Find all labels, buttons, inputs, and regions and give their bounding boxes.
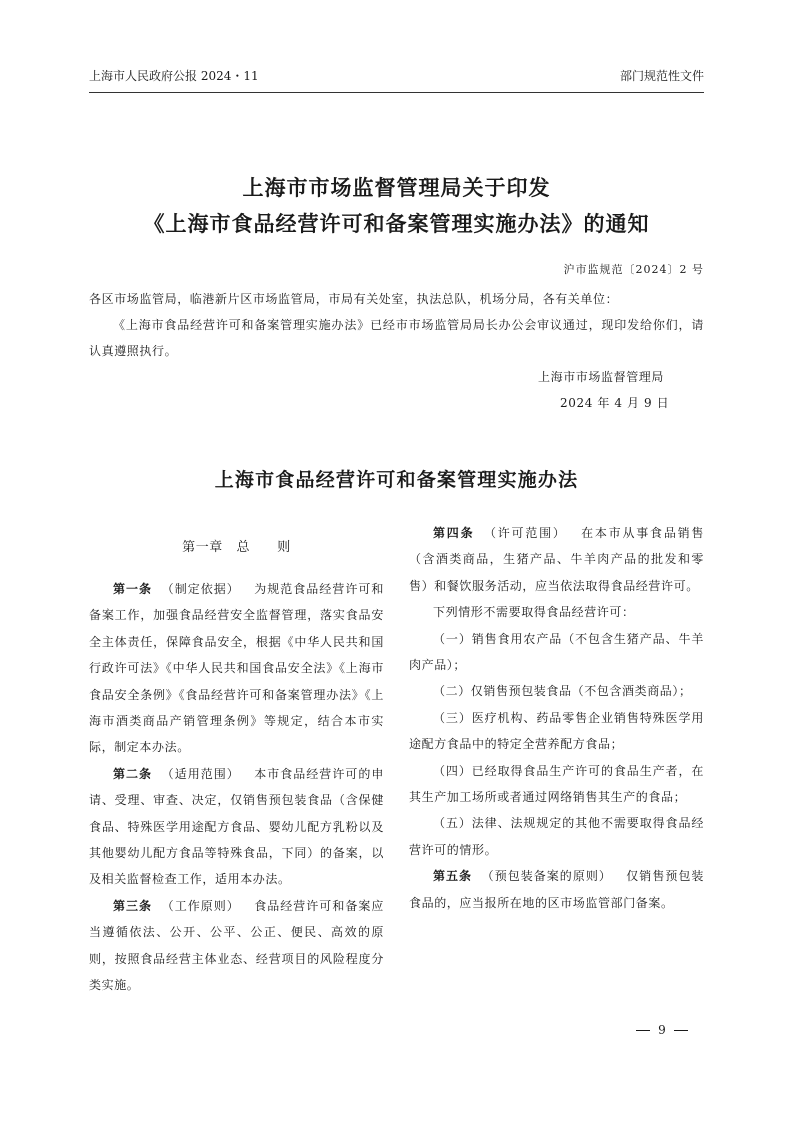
article-label: 第五条 <box>433 869 473 884</box>
article-text: 为规范食品经营许可和备案工作，加强食品经营安全监督管理，落实食品安全主体责任，保障食品安全，根据《中华人民共和国行政许可法》《中华人民共和国食品安全法》《上海市食品安全条例》《食品经营许可和备案管理办法》《上海市酒类商品产销管理条例》等规定，结合本市实际，制定本办法。 <box>89 582 384 755</box>
notice-title <box>89 170 704 242</box>
article-text: 在本市从事食品销售（含酒类商品，生猪产品、牛羊肉产品的批发和零售）和餐饮服务活动，应当依法取得食品经营许可。 <box>409 526 704 593</box>
article-text: 食品经营许可和备案应当遵循依法、公开、公平、公正、便民、高效的原则，按照食品经营主体业态、经营项目的风险程度分类实施。 <box>89 898 384 993</box>
page-dash-left <box>636 1030 650 1031</box>
article-topic: （工作原则） <box>161 898 240 913</box>
page-dash-right <box>674 1030 688 1031</box>
right-column <box>409 520 704 916</box>
document-category: 部门规范性文件 <box>619 69 704 83</box>
article-label: 第二条 <box>113 766 153 781</box>
article-topic: （许可范围） <box>483 526 567 540</box>
article-5 <box>409 863 704 916</box>
article-topic: （预包装备案的原则） <box>481 869 612 884</box>
chapter-heading: 第一章 总 则 <box>182 540 291 555</box>
exemption-item-2: （二）仅销售预包装食品（不包含酒类商品）； <box>433 684 692 699</box>
notice-title-line-2: 《上海市食品经营许可和备案管理实施办法》的通知 <box>143 212 650 236</box>
page-number <box>620 1020 704 1040</box>
exemption-item-3: （三）医疗机构、药品零售企业销售特殊医学用途配方食品中的特定全营养配方食品； <box>409 710 704 752</box>
document-number: 沪市监规范〔2024〕2 号 <box>563 263 704 276</box>
signature-organization: 上海市市场监督管理局 <box>538 370 665 384</box>
article-label: 第四条 <box>433 526 475 540</box>
notice-body: 《上海市食品经营许可和备案管理实施办法》已经市市场监管局局长办公会审议通过，现印发给你们，请认真遵照执行。 <box>89 318 704 359</box>
page-number-value: 9 <box>658 1023 666 1037</box>
article-label: 第三条 <box>113 898 153 913</box>
exemption-item-1: （一）销售食用农产品（不包含生猪产品、牛羊肉产品）； <box>409 631 704 673</box>
page-header <box>89 66 704 88</box>
left-column <box>89 520 384 999</box>
header-divider <box>89 92 704 93</box>
exemption-intro: 下列情形不需要取得食品经营许可： <box>433 605 635 620</box>
article-2 <box>89 761 384 893</box>
article-4 <box>409 520 704 599</box>
article-label: 第一条 <box>113 582 153 596</box>
exemption-item-5: （五）法律、法规规定的其他不需要取得食品经营许可的情形。 <box>409 816 704 857</box>
article-1 <box>89 576 384 761</box>
article-topic: （适用范围） <box>161 766 240 781</box>
signature-date: 2024 年 4 月 9 日 <box>560 396 670 410</box>
article-text: 仅销售预包装食品的，应当报所在地的区市场监管部门备案。 <box>409 869 704 910</box>
notice-title-line-1: 上海市市场监督管理局关于印发 <box>242 176 551 200</box>
article-text: 本市食品经营许可的申请、受理、审查、决定，仅销售预包装食品（含保健食品、特殊医学用途配方食品、婴幼儿配方乳粉以及其他婴幼儿配方食品等特殊食品，下同）的备案，以及相关监督检查工作，适用本办法。 <box>89 766 384 887</box>
measures-title: 上海市食品经营许可和备案管理实施办法 <box>214 469 579 491</box>
exemption-item-4: （四）已经取得食品生产许可的食品生产者，在其生产加工场所或者通过网络销售其生产的食品； <box>409 763 704 805</box>
notice-recipients: 各区市场监管局，临港新片区市场监管局，市局有关处室，执法总队，机场分局，各有关单位： <box>89 292 619 306</box>
gazette-issue: 上海市人民政府公报 2024・11 <box>89 69 259 83</box>
article-topic: （制定依据） <box>161 582 240 596</box>
article-3 <box>89 893 384 999</box>
